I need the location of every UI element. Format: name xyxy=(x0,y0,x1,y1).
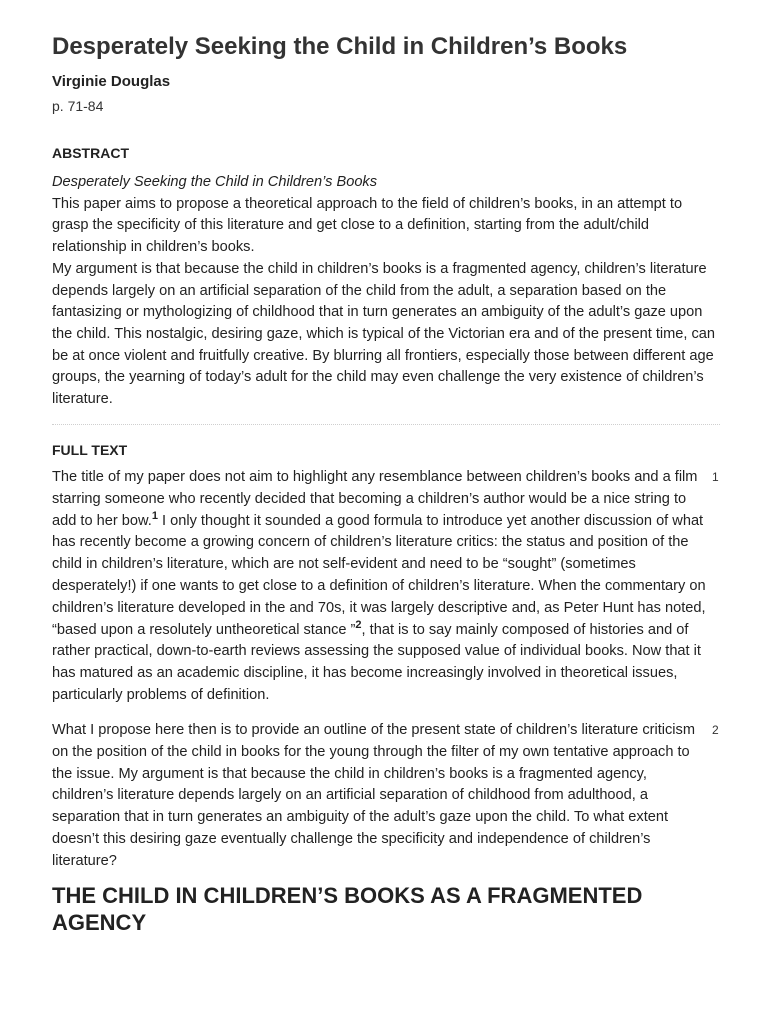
page-range: p. 71-84 xyxy=(52,98,104,114)
paragraph-text: The title of my paper does not aim to highlight any resemblance between children’s books and a film starring someone who recently decided that becoming a children’s author would be a nice string to add to her bow. xyxy=(52,469,698,529)
paragraph-number-2[interactable]: 2 xyxy=(712,723,719,737)
full-text-paragraph-1 xyxy=(52,467,708,707)
abstract-paragraph-2: My argument is that because the child in children’s books is a fragmented agency, children’s literature depends largely on an artificial separation of the child from the adult, a separation based on the fantasizing or mythologizing of childhood that in turn generates an ambiguity of the adult’s gaze upon the child. This nostalgic, desiring gaze, which is typical of the Victorian era and of the present time, can be at once violent and fruitfully creative. By blurring all frontiers, especially those between different age groups, the yearning of today’s adult for the child may even challenge the very existence of children’s literature. xyxy=(52,260,716,408)
paragraph-number-1[interactable]: 1 xyxy=(712,470,719,484)
paragraph-text: , that is to say mainly composed of histories and of rather practical, down-to-earth reviews assessing the supposed value of individual books. Now that it has matured as an academic discipline, it has become increasingly involved in theoretical issues, particularly problems of definition. xyxy=(52,621,701,703)
abstract-italic-title: Desperately Seeking the Child in Children’s Books xyxy=(52,174,378,190)
abstract-paragraph-1: This paper aims to propose a theoretical approach to the field of children’s books, in an attempt to grasp the specificity of this literature and get close to a definition, starting from the adult/child relationship in children’s books. xyxy=(52,195,683,256)
full-text-heading: FULL TEXT xyxy=(52,442,128,458)
section-heading: THE CHILD IN CHILDREN’S BOOKS AS A FRAGMENTED AGENCY xyxy=(52,883,643,935)
paragraph-text: I only thought it sounded a good formula to introduce yet another discussion of what has recently become a growing concern of children’s literature critics: the status and position of the child in children’s literature, which are not self-evident and need to be “sought” (sometimes desperately!) if one wants to get close to a definition of children’s literature. When the commentary on children’s literature developed in the and 70s, it was largely descriptive and, as Peter Hunt has noted, “based upon a resolutely untheoretical stance ” xyxy=(52,512,706,638)
section-divider xyxy=(52,424,720,425)
article-title: Desperately Seeking the Child in Children’s Books xyxy=(52,33,628,60)
abstract-heading: ABSTRACT xyxy=(52,145,129,161)
footnote-link-2[interactable]: 2 xyxy=(355,618,362,631)
full-text-paragraph-2: What I propose here then is to provide an outline of the present state of children’s literature criticism on the position of the child in books for the young through the filter of my own tentative approach to the issue. My argument is that because the child in children’s books is a fragmented agency, children’s literature depends largely on an artificial separation of childhood from adulthood, a separation that in turn generates an ambiguity of the adult’s gaze upon the child. To what extent doesn’t this desiring gaze eventually challenge the specificity and independence of children’s literature? xyxy=(52,722,696,869)
article-author[interactable]: Virginie Douglas xyxy=(52,73,171,90)
footnote-link-1[interactable]: 1 xyxy=(151,509,158,522)
abstract-body xyxy=(52,172,720,411)
